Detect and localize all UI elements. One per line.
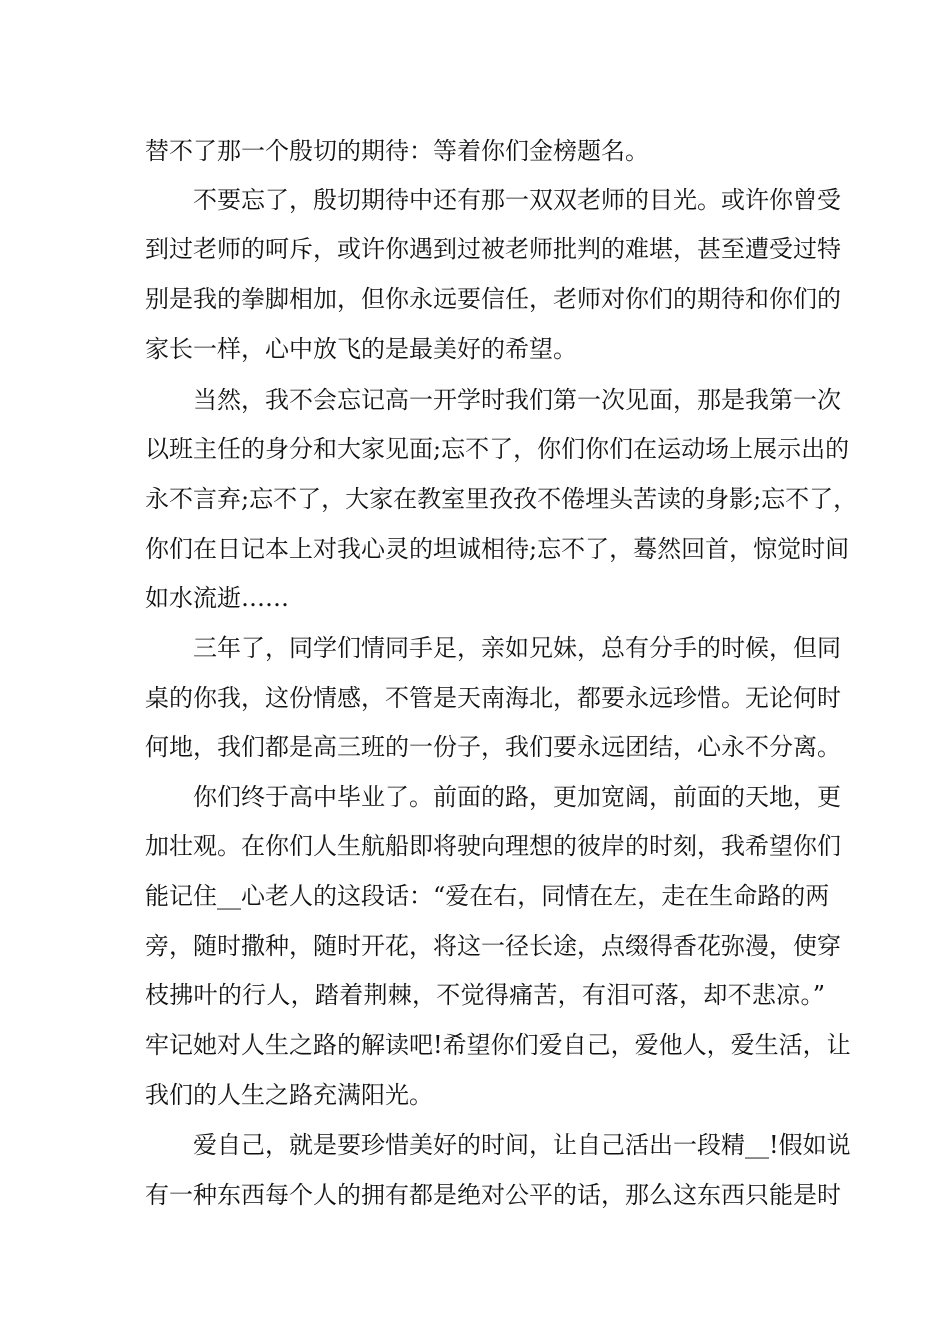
paragraph-first-line: 三年了，同学们情同手足，亲如兄妹，总有分手的时候，但同 (193, 634, 841, 662)
paragraph-first-line: 当然，我不会忘记高一开学时我们第一次见面，那是我第一次 (193, 386, 841, 414)
text-line: 枝拂叶的行人，踏着荆棘，不觉得痛苦，有泪可落，却不悲凉。” (145, 981, 825, 1009)
text-line: 何地，我们都是高三班的一份子，我们要永远团结，心永不分离。 (145, 733, 841, 761)
text-line: 替不了那一个殷切的期待：等着你们金榜题名。 (145, 137, 649, 165)
text-line: 桌的你我，这份情感，不管是天南海北，都要永远珍惜。无论何时 (145, 684, 841, 712)
text-line: 有一种东西每个人的拥有都是绝对公平的话，那么这东西只能是时 (145, 1181, 841, 1209)
text-line: 永不言弃;忘不了，大家在教室里孜孜不倦埋头苦读的身影;忘不了， (145, 485, 858, 513)
paragraph-first-line: 爱自己，就是要珍惜美好的时间，让自己活出一段精__!假如说 (193, 1131, 851, 1159)
text-line: 旁，随时撒种，随时开花，将这一径长途，点缀得香花弥漫，使穿 (145, 932, 841, 960)
paragraph-first-line: 你们终于高中毕业了。前面的路，更加宽阔，前面的天地，更 (193, 783, 841, 811)
text-line: 加壮观。在你们人生航船即将驶向理想的彼岸的时刻，我希望你们 (145, 832, 841, 860)
text-line: 能记住__心老人的这段话：“爱在右，同情在左，走在生命路的两 (145, 882, 830, 910)
text-line: 如水流逝…… (145, 584, 289, 612)
text-line: 到过老师的呵斥，或许你遇到过被老师批判的难堪，甚至遭受过特 (145, 235, 841, 263)
text-line: 家长一样，心中放飞的是最美好的希望。 (145, 335, 577, 363)
text-line: 别是我的拳脚相加，但你永远要信任，老师对你们的期待和你们的 (145, 285, 841, 313)
text-line: 牢记她对人生之路的解读吧!希望你们爱自己，爱他人，爱生活，让 (145, 1031, 851, 1059)
text-line: 我们的人生之路充满阳光。 (145, 1081, 433, 1109)
text-line: 以班主任的身分和大家见面;忘不了，你们你们在运动场上展示出的 (145, 435, 850, 463)
text-line: 你们在日记本上对我心灵的坦诚相待;忘不了，蓦然回首，惊觉时间 (145, 535, 850, 563)
paragraph-first-line: 不要忘了，殷切期待中还有那一双双老师的目光。或许你曾受 (193, 186, 841, 214)
